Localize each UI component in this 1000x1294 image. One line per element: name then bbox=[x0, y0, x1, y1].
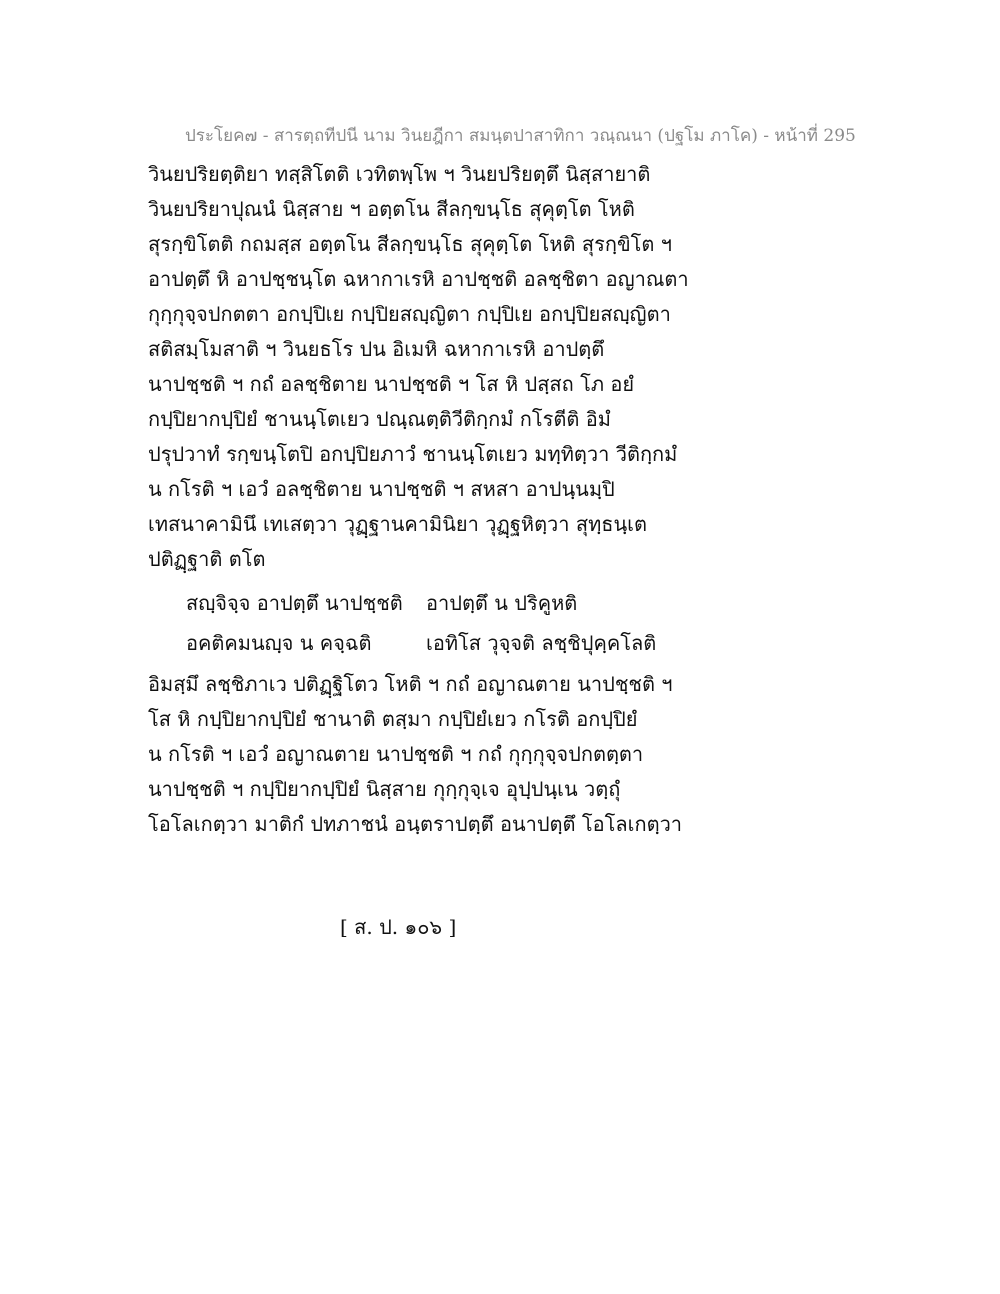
text-line: สติสมฺโมสาติ ฯ วินยธโร ปน อิเมหิ ฉหากาเรหิ อาปตฺตึ bbox=[148, 337, 605, 361]
text-line: เทสนาคามินึ เทเสตฺวา วุฏฺฐานคามินิยา วุฏฺฐหิตฺวา สุทฺธนฺเต bbox=[148, 512, 647, 536]
paragraph-2 bbox=[148, 667, 708, 842]
verse-first-half: สญฺจิจฺจ อาปตฺตึ นาปชฺชติ bbox=[186, 591, 403, 615]
body-text bbox=[148, 157, 708, 842]
verse-line bbox=[148, 583, 708, 623]
verse-line bbox=[148, 623, 708, 663]
text-line: โส หิ กปฺปิยากปฺปิยํ ชานาติ ตสฺมา กปฺปิยํเยว กโรติ อกปฺปิยํ bbox=[148, 707, 638, 731]
text-line: น กโรติ ฯ เอวํ อญาณตาย นาปชฺชติ ฯ กถํ กุกฺกุจฺจปกตตฺตา bbox=[148, 742, 644, 766]
text-line: วินยปริยาปุณนํ นิสฺสาย ฯ อตฺตโน สีลกฺขนฺโธ สุคุตฺโต โหติ bbox=[148, 197, 635, 221]
page-reference: [ ส. ป. ๑๐๖ ] bbox=[340, 915, 457, 939]
running-header: ประโยค๗ - สารตฺถทีปนี นาม วินยฎีกา สมนฺตปาสาทิกา วณฺณนา (ปฐโม ภาโค) - หน้าที่ 295 bbox=[185, 126, 856, 146]
text-line: สุรกฺขิโตติ กถมสฺส อตฺตโน สีลกฺขนฺโธ สุคุตฺโต โหติ สุรกฺขิโต ฯ bbox=[148, 232, 672, 256]
text-line: กปฺปิยากปฺปิยํ ชานนฺโตเยว ปณฺณตฺติวีติกฺกมํ กโรตีติ อิมํ bbox=[148, 407, 611, 431]
text-line: วินยปริยตฺติยา ทสฺสิโตติ เวทิตพฺโพ ฯ วินยปริยตฺตึ นิสฺสายาติ bbox=[148, 162, 651, 186]
verse-second-half: เอทิโส วุจฺจติ ลชฺชิปุคฺคโลติ bbox=[426, 631, 657, 655]
text-line: น กโรติ ฯ เอวํ อลชฺชิตาย นาปชฺชติ ฯ สหสา อาปนฺนมฺปิ bbox=[148, 477, 615, 501]
text-line: อิมสฺมึ ลชฺชิภาเว ปติฏฺฐิโตว โหติ ฯ กถํ อญาณตาย นาปชฺชติ ฯ bbox=[148, 672, 673, 696]
text-line: กุกฺกุจฺจปกตตา อกปฺปิเย กปฺปิยสญฺญิตา กปฺปิเย อกปฺปิยสญฺญิตา bbox=[148, 302, 671, 326]
text-line: โอโลเกตฺวา มาติกํ ปทภาชนํ อนฺตราปตฺตึ อนาปตฺตึ โอโลเกตฺวา bbox=[148, 812, 683, 836]
text-line: นาปชฺชติ ฯ กปฺปิยากปฺปิยํ นิสฺสาย กุกฺกุจฺเจ อุปฺปนฺเน วตฺถุํ bbox=[148, 777, 621, 801]
text-line: นาปชฺชติ ฯ กถํ อลชฺชิตาย นาปชฺชติ ฯ โส หิ ปสฺสถ โภ อยํ bbox=[148, 372, 635, 396]
paragraph-1 bbox=[148, 157, 708, 577]
text-line: ปติฏฺฐาติ ตโต bbox=[148, 547, 266, 571]
text-line: อาปตฺตึ หิ อาปชฺชนฺโต ฉหากาเรหิ อาปชฺชติ อลชฺชิตา อญาณตา bbox=[148, 267, 689, 291]
verse-second-half: อาปตฺตึ น ปริคูหติ bbox=[426, 591, 578, 615]
text-line: ปรุปวาทํ รกฺขนฺโตปิ อกปฺปิยภาวํ ชานนฺโตเยว มทฺทิตฺวา วีติกฺกมํ bbox=[148, 442, 678, 466]
verse-stanza bbox=[148, 583, 708, 663]
verse-first-half: อคติคมนญฺจ น คจฺฉติ bbox=[186, 631, 372, 655]
